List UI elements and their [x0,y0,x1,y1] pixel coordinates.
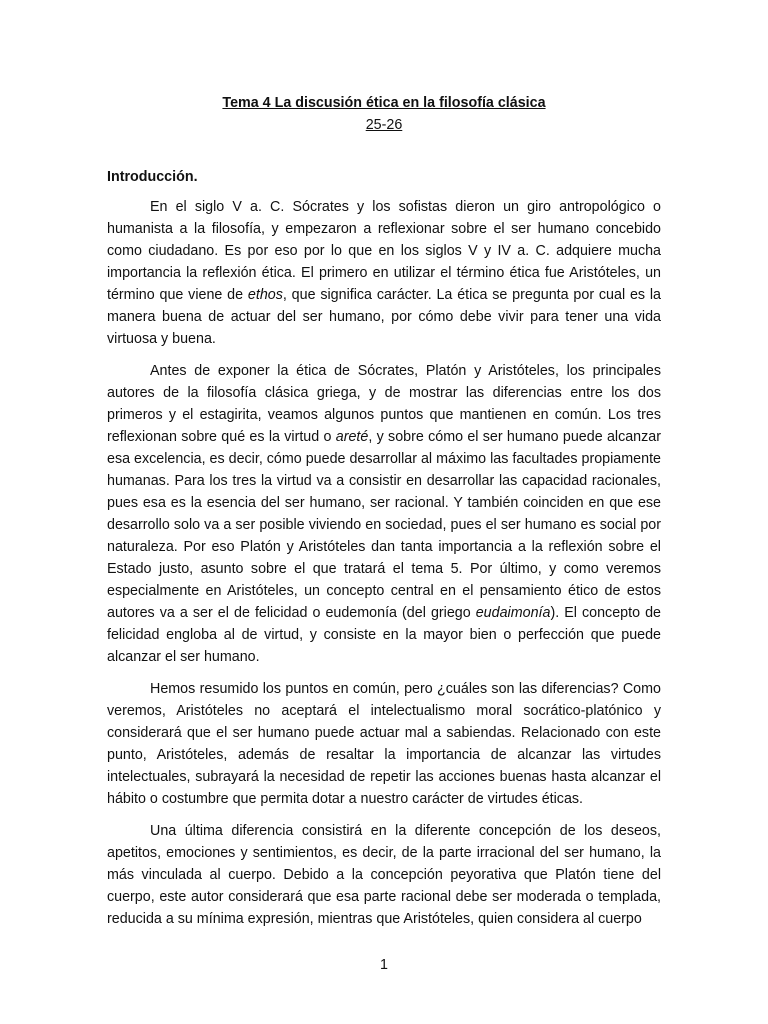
italic-term-ethos: ethos [247,287,283,303]
document-page [107,92,661,940]
paragraph-2 [107,360,661,668]
document-subtitle: 25-26 [365,117,403,133]
paragraph-4 [107,820,661,930]
paragraph-text: , y sobre cómo el ser humano puede alcanzar esa excelencia, es decir, cómo puede desarrollar al máximo las facultades propiamente humanas. Para los tres la virtud va a consistir en desarrollar las capacidad racionales, pues esa es la esencia del ser humano, ser racional. Y también coinciden en que ese desarrollo solo va a ser posible viviendo en sociedad, pues el ser humano es social por naturaleza. Por eso Platón y Aristóteles dan tanta importancia a la reflexión sobre el Estado justo, asunto sobre el que tratará el tema 5. Por último, y como veremos especialmente en Aristóteles, un concepto central en el pensamiento ético de estos autores va a ser el de felicidad o eudemonía (del griego [107,429,661,621]
paragraph-text: Una última diferencia consistirá en la diferente concepción de los deseos, apetitos, emociones y sentimientos, es decir, de la parte irracional del ser humano, la más vinculada al cuerpo. Debido a la concepción peyorativa que Platón tiene del cuerpo, este autor considerará que esa parte racional debe ser moderada o templada, reducida a su mínima expresión, mientras que Aristóteles, quien considera al cuerpo [107,823,661,927]
paragraph-3 [107,678,661,810]
paragraph-1 [107,196,661,350]
italic-term-eudaimonia: eudaimonía [475,605,551,621]
paragraph-text: Hemos resumido los puntos en común, pero ¿cuáles son las diferencias? Como veremos, Aristóteles no aceptará el intelectualismo moral socrático-platónico y considerará que el ser humano puede actuar mal a sabiendas. Relacionado con este punto, Aristóteles, además de resaltar la importancia de alcanzar las virtudes intelectuales, subrayará la necesidad de repetir las acciones buenas hasta alcanzar el hábito o costumbre que permita dotar a nuestro carácter de virtudes éticas. [107,681,661,807]
page-number: 1 [380,957,388,973]
title-block [107,92,661,136]
paragraph-text: , que significa carácter. La ética se pregunta por cual es la manera buena de actuar del ser humano, por cómo debe vivir para tener una vida virtuosa y buena. [107,287,661,347]
section-heading: Introducción. [107,169,198,185]
paragraph-text: Antes de exponer la ética de Sócrates, Platón y Aristóteles, los principales autores de la filosofía clásica griega, y de mostrar las diferencias entre los dos primeros y el estagirita, veamos algunos puntos que mantienen en común. Los tres reflexionan sobre qué es la virtud o [107,363,661,445]
italic-term-arete: areté [335,429,369,445]
paragraph-text: ). El concepto de felicidad engloba al de virtud, y consiste en la mayor bien o perfección que puede alcanzar el ser humano. [107,605,661,665]
paragraph-text: En el siglo V a. C. Sócrates y los sofistas dieron un giro antropológico o humanista a la filosofía, y empezaron a reflexionar sobre el ser humano concebido como ciudadano. Es por eso por lo que en los siglos V y IV a. C. adquiere mucha importancia la reflexión ética. El primero en utilizar el término ética fue Aristóteles, un término que viene de [107,199,661,303]
document-title: Tema 4 La discusión ética en la filosofía clásica [222,95,546,111]
